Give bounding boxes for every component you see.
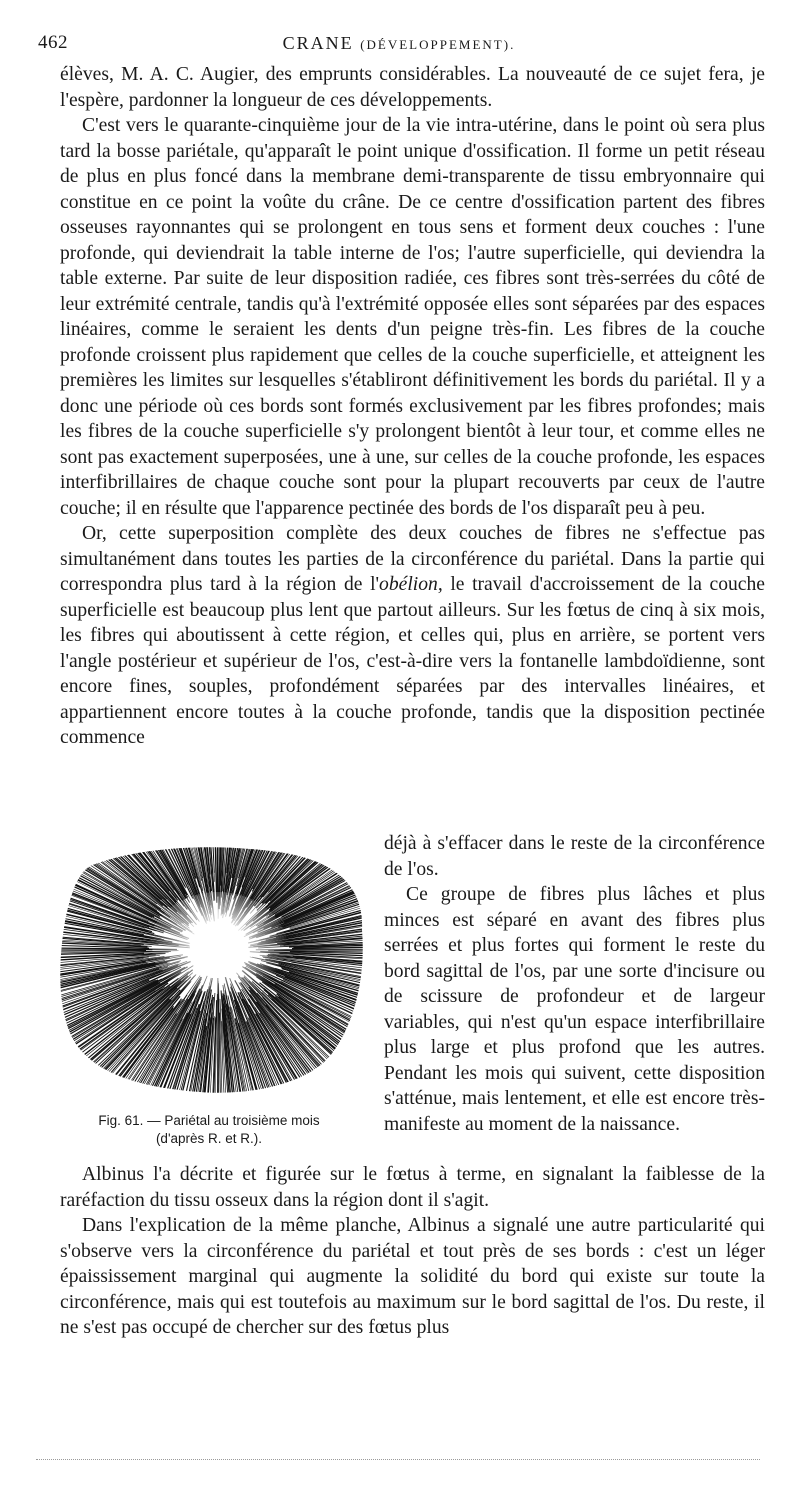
- figure-caption: [58, 1112, 360, 1148]
- page-number: 462: [38, 32, 68, 53]
- paragraph-3-end: le travail d'accroissement de la couche superficielle est beaucoup plus lent que partout ailleurs. Sur les fœtus de cinq à six mois, les fibres qui aboutissent à cette région, et celles qui, plus en arrière, se portent vers l'angle postérieur et supérieur de l'os, c'est-à-dire vers la fontanelle lambdoïdienne, sont encore fines, souples, profondément séparées par des intervalles linéaires, et appartiennent encore toutes à la couche profonde, tandis que la disposition pectinée commence: [60, 574, 765, 748]
- paragraph-2: C'est vers le quarante-cinquième jour de la vie intra-utérine, dans le point où sera plus tard la bosse pariétale, qu'apparaît le point unique d'ossification. Il forme un petit réseau de plus en plus foncé dans la membrane demi-transparente de tissu embryonnaire qui constitue en ce point la voûte du crâne. De ce centre d'ossification partent des fibres osseuses rayonnantes qui se prolongent en tous sens et forment deux couches : l'une profonde, qui deviendrait la table interne de l'os; l'autre superficielle, qui deviendra la table externe. Par suite de leur disposition radiée, ces fibres sont très-serrées du côté de leur extrémité centrale, tandis qu'à l'extrémité opposée elles sont séparées par des espaces linéaires, comme le seraient les dents d'un peigne très-fin. Les fibres de la couche profonde croissent plus rapidement que celles de la couche superficielle, et atteignent les premières les limites sur lesquelles s'établiront définitivement les bords du pariétal. Il y a donc une période où ces bords sont formés exclusivement par les fibres profondes; mais les fibres de la couche superficielle s'y prolongent bientôt à leur tour, et comme elles ne sont pas exactement superposées, une à une, sur celles de la couche profonde, les espaces interfibrillaires de chaque couche sont pour la plupart recouverts par ceux de l'autre couche; il en résulte que l'apparence pectinée des bords de l'os disparaît peu à peu.: [60, 115, 765, 519]
- paragraph-6: Dans l'explication de la même planche, Albinus a signalé une autre particularité qui s'observe vers la circonférence du pariétal et tout près de ses bords : c'est un léger épaississement marginal qui augmente la solidité du bord qui existe sur toute la circonférence, mais qui est toutefois au maximum sur le bord sagittal de l'os. Du reste, il ne s'est pas occupé de chercher sur des fœtus plus: [60, 1215, 765, 1338]
- paragraph-5: Albinus l'a décrite et figurée sur le fœtus à terme, en signalant la faiblesse de la raréfaction du tissu osseux dans la région dont il s'agit.: [60, 1164, 765, 1211]
- paragraph-3: [60, 521, 765, 751]
- running-title: [38, 30, 760, 58]
- running-head: [38, 30, 760, 56]
- figure-caption-line-2: (d'après R. et R.).: [155, 1131, 263, 1146]
- parietal-bone-figure: [50, 838, 370, 1098]
- paragraph-1: élèves, M. A. C. Augier, des emprunts considérables. La nouveauté de ce sujet fera, je l'espère, pardonner la longueur de ces développements.: [60, 64, 765, 111]
- running-title-sub: (DÉVELOPPEMENT).: [360, 37, 516, 52]
- parietal-bone-engraving: [50, 838, 370, 1098]
- footer-rule: [36, 1459, 760, 1460]
- obelion-term: obélion,: [379, 574, 443, 595]
- paragraph-4: Ce groupe de fibres plus lâches et plus minces est séparé en avant des fibres plus serrées et plus fortes qui forment le reste du bord sagittal de l'os, par une sorte d'incisure ou de scissure de profondeur et de largeur variables, qui n'est qu'un espace interfibrillaire plus large et plus profond que les autres. Pendant les mois qui suivent, cette disposition s'atténue, mais lentement, et elle est encore très-manifeste au moment de la naissance.: [384, 884, 765, 1135]
- main-text-upper: [60, 62, 765, 751]
- paragraph-3-start: Or, cette superposition complète des deux couches de fibres ne s'effectue pas simultanément dans toutes les parties de la circonférence du pariétal. Dans la partie qui correspondra plus tard à la région de l': [60, 523, 765, 595]
- main-text-lower: [60, 1162, 765, 1341]
- figure-caption-line-1: Fig. 61. — Pariétal au troisième mois: [98, 1113, 320, 1128]
- paragraph-3-continuation: déjà à s'effacer dans le reste de la circonférence de l'os.: [384, 833, 765, 880]
- text-beside-figure: [384, 831, 765, 1137]
- running-title-main: CRANE: [282, 33, 354, 53]
